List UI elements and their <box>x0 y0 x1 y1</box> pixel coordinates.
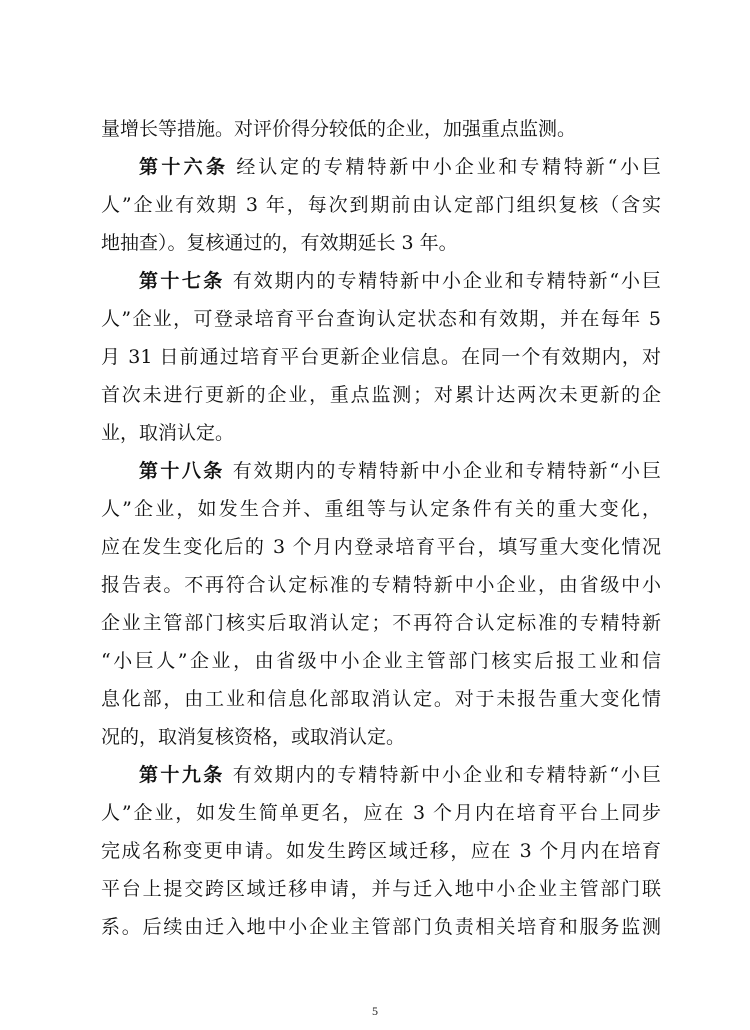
text-line <box>101 528 661 566</box>
line-text: 报告表。不再符合认定标准的专精特新中小企业，由省级中小 <box>101 574 661 596</box>
line-text: 有效期内的专精特新中小企业和专精特新“小巨 <box>232 764 661 786</box>
text-line <box>101 794 661 832</box>
line-text: 完成名称变更申请。如发生跨区域迁移，应在 3 个月内在培育 <box>101 840 661 862</box>
article-title: 第十六条 <box>139 156 229 178</box>
line-text: 息化部，由工业和信息化部取消认定。对于未报告重大变化情 <box>101 688 661 710</box>
article-first-line <box>101 148 661 186</box>
text-line <box>101 376 661 414</box>
line-text: 人”企业有效期 3 年，每次到期前由认定部门组织复核（含实 <box>101 194 661 216</box>
text-line <box>101 110 661 148</box>
line-text: 量增长等措施。对评价得分较低的企业，加强重点监测。 <box>101 118 577 140</box>
line-text: 首次未进行更新的企业，重点监测；对累计达两次未更新的企 <box>101 384 661 406</box>
article-first-line <box>101 262 661 300</box>
text-line <box>101 642 661 680</box>
article-first-line <box>101 756 661 794</box>
text-line <box>101 490 661 528</box>
line-text: 人”企业，如发生合并、重组等与认定条件有关的重大变化， <box>101 498 661 520</box>
line-text: 系。后续由迁入地中小企业主管部门负责相关培育和服务监测 <box>101 916 661 938</box>
line-text: “小巨人”企业，由省级中小企业主管部门核实后报工业和信 <box>101 650 661 672</box>
article-title: 第十九条 <box>139 764 225 786</box>
article-title: 第十八条 <box>139 460 225 482</box>
line-text: 人”企业，如发生简单更名，应在 3 个月内在培育平台上同步 <box>101 802 661 824</box>
line-text: 企业主管部门核实后取消认定；不再符合认定标准的专精特新 <box>101 612 661 634</box>
page-number: 5 <box>372 1004 378 1018</box>
line-text: 人”企业，可登录培育平台查询认定状态和有效期，并在每年 5 <box>101 308 661 330</box>
text-line <box>101 908 661 946</box>
text-line <box>101 224 661 262</box>
text-line <box>101 300 661 338</box>
text-line <box>101 718 661 756</box>
line-text: 有效期内的专精特新中小企业和专精特新“小巨 <box>232 270 661 292</box>
line-text: 业，取消认定。 <box>101 422 235 444</box>
text-line <box>101 832 661 870</box>
text-line <box>101 186 661 224</box>
article-first-line <box>101 452 661 490</box>
line-text: 平台上提交跨区域迁移申请，并与迁入地中小企业主管部门联 <box>101 878 661 900</box>
line-text: 有效期内的专精特新中小企业和专精特新“小巨 <box>232 460 661 482</box>
line-text: 地抽查）。复核通过的，有效期延长 3 年。 <box>101 232 458 254</box>
text-line <box>101 338 661 376</box>
line-text: 况的，取消复核资格，或取消认定。 <box>101 726 406 748</box>
text-line <box>101 870 661 908</box>
text-line <box>101 566 661 604</box>
text-line <box>101 680 661 718</box>
text-line <box>101 604 661 642</box>
line-text: 应在发生变化后的 3 个月内登录培育平台，填写重大变化情况 <box>101 536 661 558</box>
line-text: 月 31 日前通过培育平台更新企业信息。在同一个有效期内，对 <box>101 346 661 368</box>
article-title: 第十七条 <box>139 270 225 292</box>
text-line <box>101 414 661 452</box>
line-text: 经认定的专精特新中小企业和专精特新“小巨 <box>236 156 661 178</box>
